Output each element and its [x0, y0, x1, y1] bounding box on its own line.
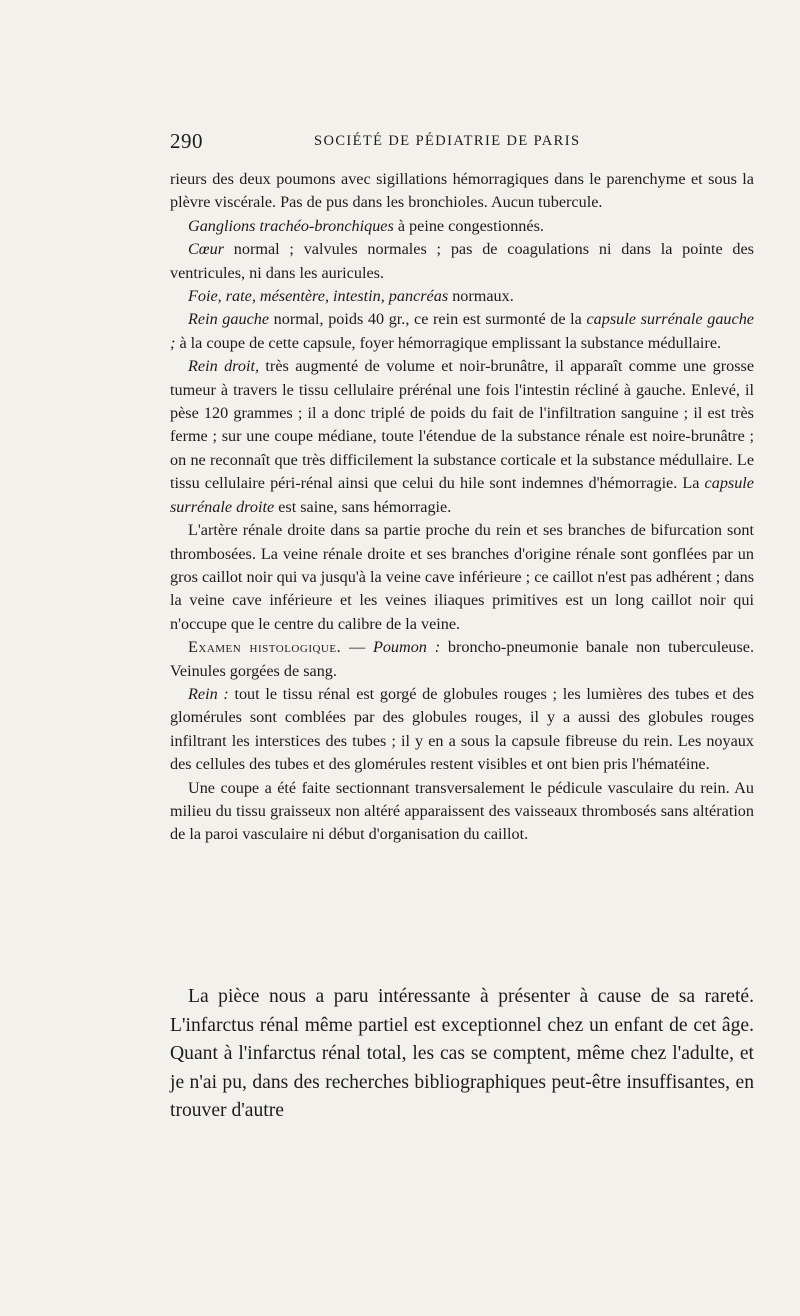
paragraph-right-kidney-text-a: très augmenté de volume et noir-brunâtre, il apparaît comme une grosse tumeur à travers le tissu cellulaire prérénal une fois l'intestin récliné à gauche. Enlevé, il pèse 120 grammes ; il a donc triplé de poids du fait de l'infiltration sanguine ; il est très ferme ; sur une coupe médiane, toute l'étendue de la substance rénale est noire-brunâtre ; on ne reconnaît que très difficilement la substance corticale et la substance médullaire. Le tissu cellulaire péri-rénal ainsi que celui du hile sont indemnes d'hémorragie. La [170, 357, 755, 493]
paragraph-kidney-histology-text: tout le tissu rénal est gorgé de globules rouges ; les lumières des tubes et des glomérules sont comblées par des globules rouges, il y a aussi des globules rouges infiltrant les interstices des tubes ; il y en a sous la capsule fibreuse du rein. Les noyaux des cellules des tubes et des glomérules restent visibles et ont bien pris l'hématéine. [170, 684, 754, 774]
paragraph-heart-text: normal ; valvules normales ; pas de coagulations ni dans la pointe des ventricules, ni dans les auricules. [170, 240, 754, 282]
term-lung: Poumon : [372, 638, 441, 657]
term-heart: Cœur [188, 240, 224, 259]
paragraph-organs [170, 285, 754, 308]
term-ganglions: Ganglions trachéo-bronchiques [188, 216, 394, 235]
page-number: 290 [170, 129, 203, 153]
paragraph-pedicle-text: Une coupe a été faite sectionnant transversalement le pédicule vasculaire du rein. Au milieu du tissu graisseux non altéré apparaissent des vaisseaux thrombosés sans altération de la paroi vasculaire ni début d'organisation du caillot. [170, 778, 754, 844]
paragraph-discussion-text: La pièce nous a paru intéressante à présenter à cause de sa rareté. L'infarctus rénal même partiel est exceptionnel chez un enfant de cet âge. Quant à l'infarctus rénal total, les cas se comptent, même chez l'adulte, et je n'ai pu, dans des recherches bibliographiques peut-être insuffisantes, en trouver d'autre [170, 986, 754, 1122]
page-header [170, 129, 754, 155]
heading-histology: Examen histologique. [188, 638, 342, 657]
term-right-kidney: Rein droit, [188, 357, 260, 376]
term-organs: Foie, rate, mésentère, intestin, pancréas [188, 287, 449, 306]
paragraph-lungs-text: rieurs des deux poumons avec sigillations hémorragiques dans le parenchyme et sous la plèvre viscérale. Pas de pus dans les bronchioles. Aucun tubercule. [170, 170, 754, 212]
paragraph-left-kidney-text-b: à la coupe de cette capsule, foyer hémorragique emplissant la substance médullaire. [175, 333, 722, 352]
paragraph-kidney-histology [170, 683, 754, 777]
paragraph-ganglions [170, 215, 754, 238]
running-head: SOCIÉTÉ DE PÉDIATRIE DE PARIS [314, 133, 581, 149]
paragraph-left-kidney-text-a: normal, poids 40 gr., ce rein est surmonté de la [269, 310, 587, 329]
term-left-kidney: Rein gauche [188, 310, 270, 329]
paragraph-right-kidney-text-b: est saine, sans hémorragie. [274, 497, 452, 516]
discussion-text [170, 983, 754, 1126]
paragraph-renal-artery-text: L'artère rénale droite dans sa partie proche du rein et ses branches de bifurcation sont thrombosées. La veine rénale droite et ses branches d'origine rénale sont gonflées par un gros caillot noir qui va jusqu'à la veine cave inférieure ; ce caillot n'est pas adhérent ; dans la veine cave inférieure et les veines iliaques primitives est un long caillot noir qui n'occupe que le centre du calibre de la veine. [170, 521, 754, 633]
paragraph-renal-artery [170, 519, 754, 636]
paragraph-histology [170, 636, 754, 683]
paragraph-pedicle [170, 777, 754, 847]
term-kidney: Rein : [188, 684, 229, 703]
paragraph-discussion [170, 983, 754, 1126]
histology-dash: — [341, 638, 373, 657]
paragraph-right-kidney [170, 355, 754, 519]
paragraph-organs-text: normaux. [448, 287, 514, 306]
term-left-adrenal: capsule surrénale gauche ; [170, 310, 754, 352]
case-report-text [170, 168, 754, 847]
paragraph-left-kidney [170, 308, 754, 355]
paragraph-lungs [170, 168, 754, 215]
paragraph-ganglions-text: à peine congestionnés. [393, 216, 544, 235]
paragraph-histology-text: broncho-pneumonie banale non tuberculeuse. Veinules gorgées de sang. [170, 638, 755, 680]
term-right-adrenal: capsule surrénale droite [170, 474, 754, 516]
paragraph-heart [170, 238, 754, 285]
